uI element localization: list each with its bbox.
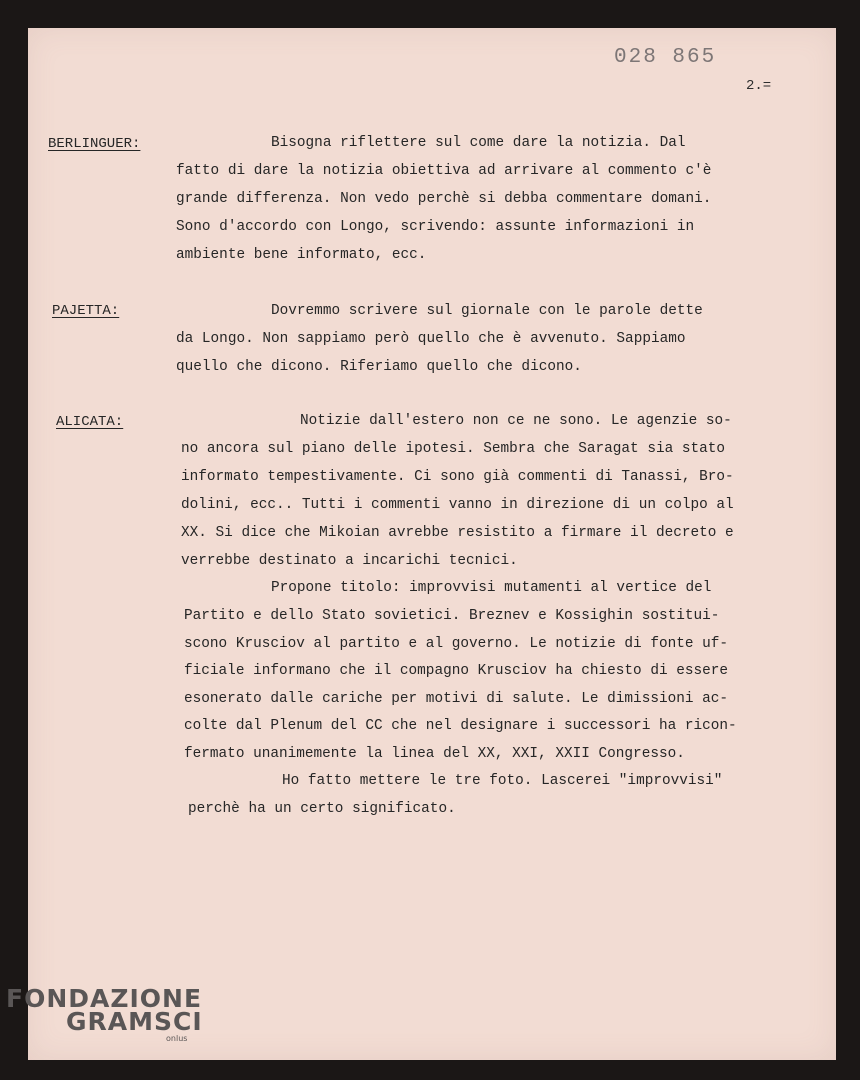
document-page	[28, 28, 836, 1060]
text-line: XX. Si dice che Mikoian avrebbe resistito a firmare il decreto e	[181, 525, 734, 541]
fondazione-gramsci-watermark	[6, 984, 203, 1043]
speaker-alicata: ALICATA:	[56, 414, 124, 430]
speaker-berlinguer: BERLINGUER:	[48, 136, 141, 152]
text-line: fatto di dare la notizia obiettiva ad arrivare al commento c'è	[176, 163, 712, 179]
text-line: fermato unanimemente la linea del XX, XXI, XXII Congresso.	[184, 746, 685, 762]
text-line: Ho fatto mettere le tre foto. Lascerei "improvvisi"	[282, 773, 723, 789]
text-line: perchè ha un certo significato.	[188, 801, 456, 817]
text-line: verrebbe destinato a incarichi tecnici.	[181, 553, 518, 569]
text-line: Sono d'accordo con Longo, scrivendo: assunte informazioni in	[176, 219, 695, 235]
watermark-line-2: GRAMSCI	[66, 1007, 203, 1036]
text-line: scono Krusciov al partito e al governo. Le notizie di fonte uf-	[184, 636, 729, 652]
watermark-line-1: FONDAZIONE	[6, 984, 203, 1013]
text-line: ficiale informano che il compagno Krusciov ha chiesto di essere	[184, 663, 729, 679]
text-line: Partito e dello Stato sovietici. Breznev e Kossighin sostitui-	[184, 608, 720, 624]
text-line: Notizie dall'estero non ce ne sono. Le agenzie so-	[300, 413, 732, 429]
text-line: da Longo. Non sappiamo però quello che è avvenuto. Sappiamo	[176, 331, 686, 347]
archive-stamp-number: 028 865	[614, 46, 717, 69]
text-line: no ancora sul piano delle ipotesi. Sembra che Saragat sia stato	[181, 441, 726, 457]
text-line: Dovremmo scrivere sul giornale con le parole dette	[271, 303, 703, 319]
text-line: quello che dicono. Riferiamo quello che dicono.	[176, 359, 582, 375]
text-line: esonerato dalle cariche per motivi di salute. Le dimissioni ac-	[184, 691, 729, 707]
page-number: 2.=	[746, 78, 772, 94]
watermark-line-3: onlus	[166, 1034, 188, 1043]
text-line: informato tempestivamente. Ci sono già commenti di Tanassi, Bro-	[181, 469, 734, 485]
text-line: grande differenza. Non vedo perchè si debba commentare domani.	[176, 191, 712, 207]
text-line: colte dal Plenum del CC che nel designare i successori ha ricon-	[184, 718, 737, 734]
speaker-pajetta: PAJETTA:	[52, 303, 120, 319]
text-line: Propone titolo: improvvisi mutamenti al vertice del	[271, 580, 712, 596]
text-line: Bisogna riflettere sul come dare la notizia. Dal	[271, 135, 686, 151]
text-line: ambiente bene informato, ecc.	[176, 247, 427, 263]
text-line: dolini, ecc.. Tutti i commenti vanno in direzione di un colpo al	[181, 497, 734, 513]
